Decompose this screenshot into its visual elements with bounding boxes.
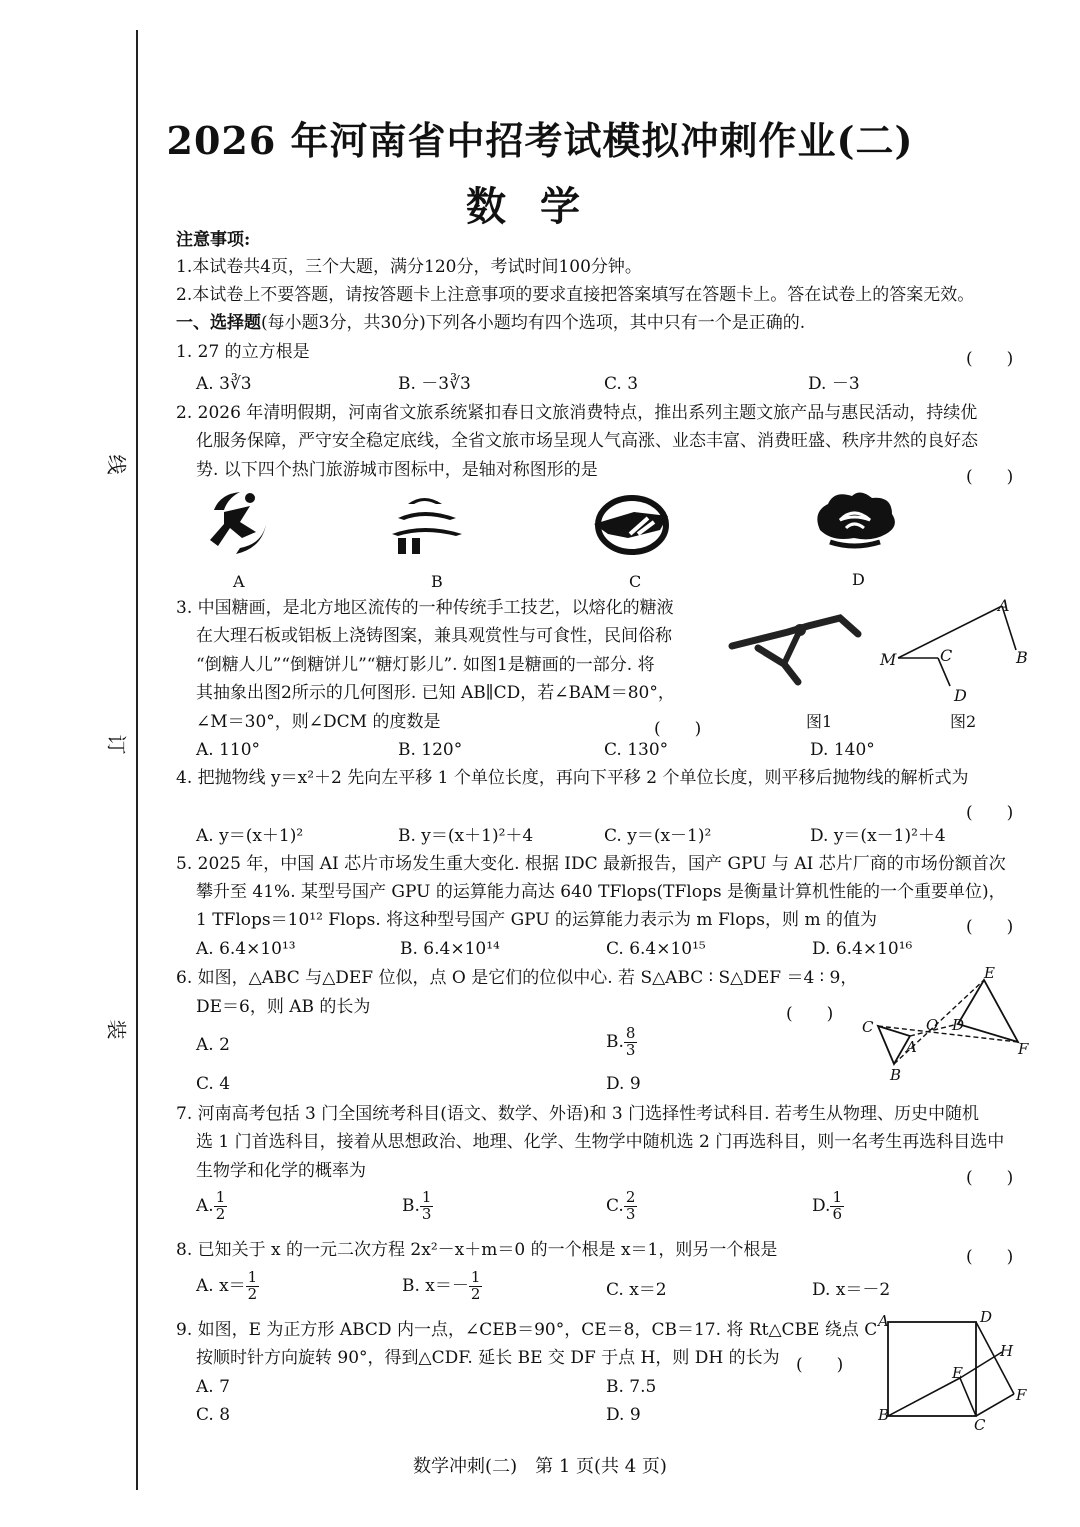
q3-option-b: B. 120° bbox=[398, 740, 463, 760]
q4-option-b: B. y＝(x＋1)²＋4 bbox=[398, 826, 534, 846]
q5-line-3: 1 TFlops＝10¹² Flops. 将这种型号国产 GPU 的运算能力表示为 m Flops，则 m 的值为 bbox=[196, 910, 877, 930]
q2-answer-paren: ( ) bbox=[966, 467, 1014, 487]
q9-point-b: B bbox=[878, 1406, 890, 1424]
q6-point-o: O bbox=[926, 1016, 939, 1034]
q6-point-d: D bbox=[952, 1016, 965, 1034]
q3-point-d: D bbox=[954, 686, 967, 705]
q4-option-d: D. y＝(x－1)²＋4 bbox=[810, 826, 946, 846]
q3-line-5: ∠M＝30°，则∠DCM 的度数是 bbox=[196, 712, 441, 732]
q9-point-c: C bbox=[974, 1416, 986, 1434]
q4-option-c: C. y＝(x－1)² bbox=[604, 826, 712, 846]
q5-line-1: 5. 2025 年，中国 AI 芯片市场发生重大变化. 根据 IDC 最新报告，国产 GPU 与 AI 芯片厂商的市场份额首次 bbox=[176, 854, 1006, 874]
q6-line-2: DE＝6，则 AB 的长为 bbox=[196, 997, 371, 1017]
q6-point-c: C bbox=[862, 1018, 874, 1036]
q9-point-h: H bbox=[1000, 1342, 1014, 1360]
q5-line-2: 攀升至 41%. 某型号国产 GPU 的运算能力高达 640 TFlops(TFlops 是衡量计算机性能的一个重要单位)， bbox=[196, 882, 1006, 902]
q7-line-1: 7. 河南高考包括 3 门全国统考科目(语文、数学、外语)和 3 门选择性考试科目. 若考生从物理、历史中随机 bbox=[176, 1104, 979, 1124]
notice-item-1: 1.本试卷共4页，三个大题，满分120分，考试时间100分钟。 bbox=[176, 257, 642, 277]
q1-option-d: D. －3 bbox=[808, 374, 860, 394]
q2-icon-b bbox=[386, 492, 464, 556]
q9-line-1: 9. 如图，E 为正方形 ABCD 内一点，∠CEB＝90°，CE＝8，CB＝17. 将 Rt△CBE 绕点 C bbox=[176, 1320, 878, 1340]
q6-option-c: C. 4 bbox=[196, 1074, 231, 1094]
q6-line-1: 6. 如图，△ABC 与△DEF 位似，点 O 是它们的位似中心. 若 S△ABC ∶ S△DEF ＝4 ∶ 9， bbox=[176, 968, 858, 988]
section-heading: 一、选择题(每小题3分，共30分)下列各小题均有四个选项，其中只有一个是正确的. bbox=[176, 313, 806, 333]
page-footer: 数学冲刺(二) 第 1 页(共 4 页) bbox=[413, 1456, 667, 1477]
q2-label-a: A bbox=[233, 572, 245, 591]
q3-option-d: D. 140° bbox=[810, 740, 875, 760]
q4-answer-paren: ( ) bbox=[966, 803, 1014, 823]
q8-option-d: D. x＝－2 bbox=[812, 1280, 891, 1300]
q8-option-a: A. x＝ $\frac{1}{2}$ bbox=[196, 1268, 258, 1303]
q8-stem: 8. 已知关于 x 的一元二次方程 2x²－x＋m＝0 的一个根是 x＝1，则另一个根是 bbox=[176, 1240, 778, 1260]
q9-option-a: A. 7 bbox=[196, 1377, 230, 1397]
q3-point-a: A bbox=[998, 596, 1010, 615]
q3-figure-1-caption: 图1 bbox=[806, 712, 833, 731]
q4-stem: 4. 把抛物线 y＝x²＋2 先向左平移 1 个单位长度，再向下平移 2 个单位长度，则平移后抛物线的解析式为 bbox=[176, 768, 969, 788]
q2-line-1: 2. 2026 年清明假期，河南省文旅系统紧扣春日文旅消费特点，推出系列主题文旅产品与惠民活动，持续优 bbox=[176, 403, 978, 423]
q2-line-2: 化服务保障，严守安全稳定底线，全省文旅市场呈现人气高涨、业态丰富、消费旺盛、秩序井然的良好态 bbox=[196, 431, 978, 451]
q6-option-d: D. 9 bbox=[606, 1074, 641, 1094]
q7-answer-paren: ( ) bbox=[966, 1168, 1014, 1188]
q6-option-a: A. 2 bbox=[196, 1035, 230, 1055]
q2-label-d: D bbox=[852, 570, 865, 589]
q9-option-c: C. 8 bbox=[196, 1405, 231, 1425]
q7-option-b: B. $\frac{1}{3}$ bbox=[402, 1188, 432, 1223]
q2-icon-c bbox=[590, 494, 672, 556]
q3-line-2: 在大理石板或铝板上浇铸图案，兼具观赏性与可食性，民间俗称 bbox=[196, 626, 672, 646]
q6-point-f: F bbox=[1018, 1040, 1029, 1058]
q3-line-4: 其抽象出图2所示的几何图形. 已知 AB∥CD，若∠BAM＝80°， bbox=[196, 683, 675, 703]
q6-option-b: B. $\frac{8}{3}$ bbox=[606, 1024, 636, 1059]
q1-option-a: A. 3∛3 bbox=[196, 374, 252, 394]
notice-item-2: 2.本试卷上不要答题，请按答题卡上注意事项的要求直接把答案填写在答题卡上。答在试卷上的答案无效。 bbox=[176, 285, 975, 305]
q9-option-d: D. 9 bbox=[606, 1405, 641, 1425]
q7-option-d: D. $\frac{1}{6}$ bbox=[812, 1188, 842, 1223]
q3-option-a: A. 110° bbox=[196, 740, 261, 760]
q5-option-a: A. 6.4×10¹³ bbox=[196, 939, 296, 959]
q5-option-d: D. 6.4×10¹⁶ bbox=[812, 939, 913, 959]
q6-point-a: A bbox=[906, 1038, 917, 1056]
q4-option-a: A. y＝(x＋1)² bbox=[196, 826, 304, 846]
q2-icon-d bbox=[812, 490, 898, 552]
side-mark-line: 线 bbox=[104, 454, 129, 475]
q5-option-b: B. 6.4×10¹⁴ bbox=[400, 939, 500, 959]
q3-point-b: B bbox=[1016, 648, 1028, 667]
q1-answer-paren: ( ) bbox=[966, 349, 1014, 369]
q3-point-m: M bbox=[880, 650, 897, 669]
q1-stem: 1. 27 的立方根是 bbox=[176, 342, 310, 362]
q3-answer-paren: ( ) bbox=[654, 719, 702, 739]
q3-point-c: C bbox=[940, 646, 953, 665]
q6-point-e: E bbox=[984, 964, 995, 982]
q6-point-b: B bbox=[890, 1066, 902, 1084]
exam-title: 2026 年河南省中招考试模拟冲刺作业(二) bbox=[166, 118, 914, 163]
q7-option-a: A. $\frac{1}{2}$ bbox=[196, 1188, 226, 1223]
q7-line-2: 选 1 门首选科目，接着从思想政治、地理、化学、生物学中随机选 2 门再选科目，则一名考生再选科目选中 bbox=[196, 1132, 1005, 1152]
notice-heading: 注意事项: bbox=[176, 230, 251, 250]
q9-answer-paren: ( ) bbox=[796, 1355, 844, 1375]
q9-point-d: D bbox=[980, 1308, 993, 1326]
q5-answer-paren: ( ) bbox=[966, 917, 1014, 937]
q9-option-b: B. 7.5 bbox=[606, 1377, 657, 1397]
q9-line-2: 按顺时针方向旋转 90°，得到△CDF. 延长 BE 交 DF 于点 H，则 DH 的长为 bbox=[196, 1348, 780, 1368]
q9-point-e: E bbox=[952, 1364, 963, 1382]
q9-point-f: F bbox=[1016, 1386, 1027, 1404]
q3-figure-2-caption: 图2 bbox=[950, 712, 977, 731]
q2-label-b: B bbox=[431, 572, 443, 591]
q1-option-b: B. －3∛3 bbox=[398, 374, 471, 394]
binding-margin-line bbox=[136, 30, 138, 1490]
q3-line-1: 3. 中国糖画，是北方地区流传的一种传统手工技艺，以熔化的糖液 bbox=[176, 598, 674, 618]
q2-icon-a bbox=[200, 488, 272, 558]
q7-option-c: C. $\frac{2}{3}$ bbox=[606, 1188, 636, 1223]
q6-figure-homothety bbox=[862, 972, 1034, 1080]
q7-line-3: 生物学和化学的概率为 bbox=[196, 1161, 366, 1181]
side-mark-bind: 装 bbox=[104, 1019, 129, 1040]
q2-line-3: 势. 以下四个热门旅游城市图标中，是轴对称图形的是 bbox=[196, 460, 598, 480]
q9-figure-square bbox=[876, 1312, 1026, 1424]
side-mark-order: 订 bbox=[104, 734, 129, 755]
q8-option-c: C. x＝2 bbox=[606, 1280, 667, 1300]
q2-label-c: C bbox=[629, 572, 642, 591]
exam-subject: 数学 bbox=[466, 183, 614, 230]
q6-answer-paren: ( ) bbox=[786, 1004, 834, 1024]
q5-option-c: C. 6.4×10¹⁵ bbox=[606, 939, 706, 959]
q3-line-3: “倒糖人儿”“倒糖饼儿”“糖灯影儿”. 如图1是糖画的一部分. 将 bbox=[196, 655, 655, 675]
q3-option-c: C. 130° bbox=[604, 740, 669, 760]
q3-figure-1-sugar-painting bbox=[728, 608, 864, 692]
q1-option-c: C. 3 bbox=[604, 374, 639, 394]
q8-answer-paren: ( ) bbox=[966, 1247, 1014, 1267]
q8-option-b: B. x＝－ $\frac{1}{2}$ bbox=[402, 1268, 481, 1303]
q9-point-a: A bbox=[878, 1312, 889, 1330]
